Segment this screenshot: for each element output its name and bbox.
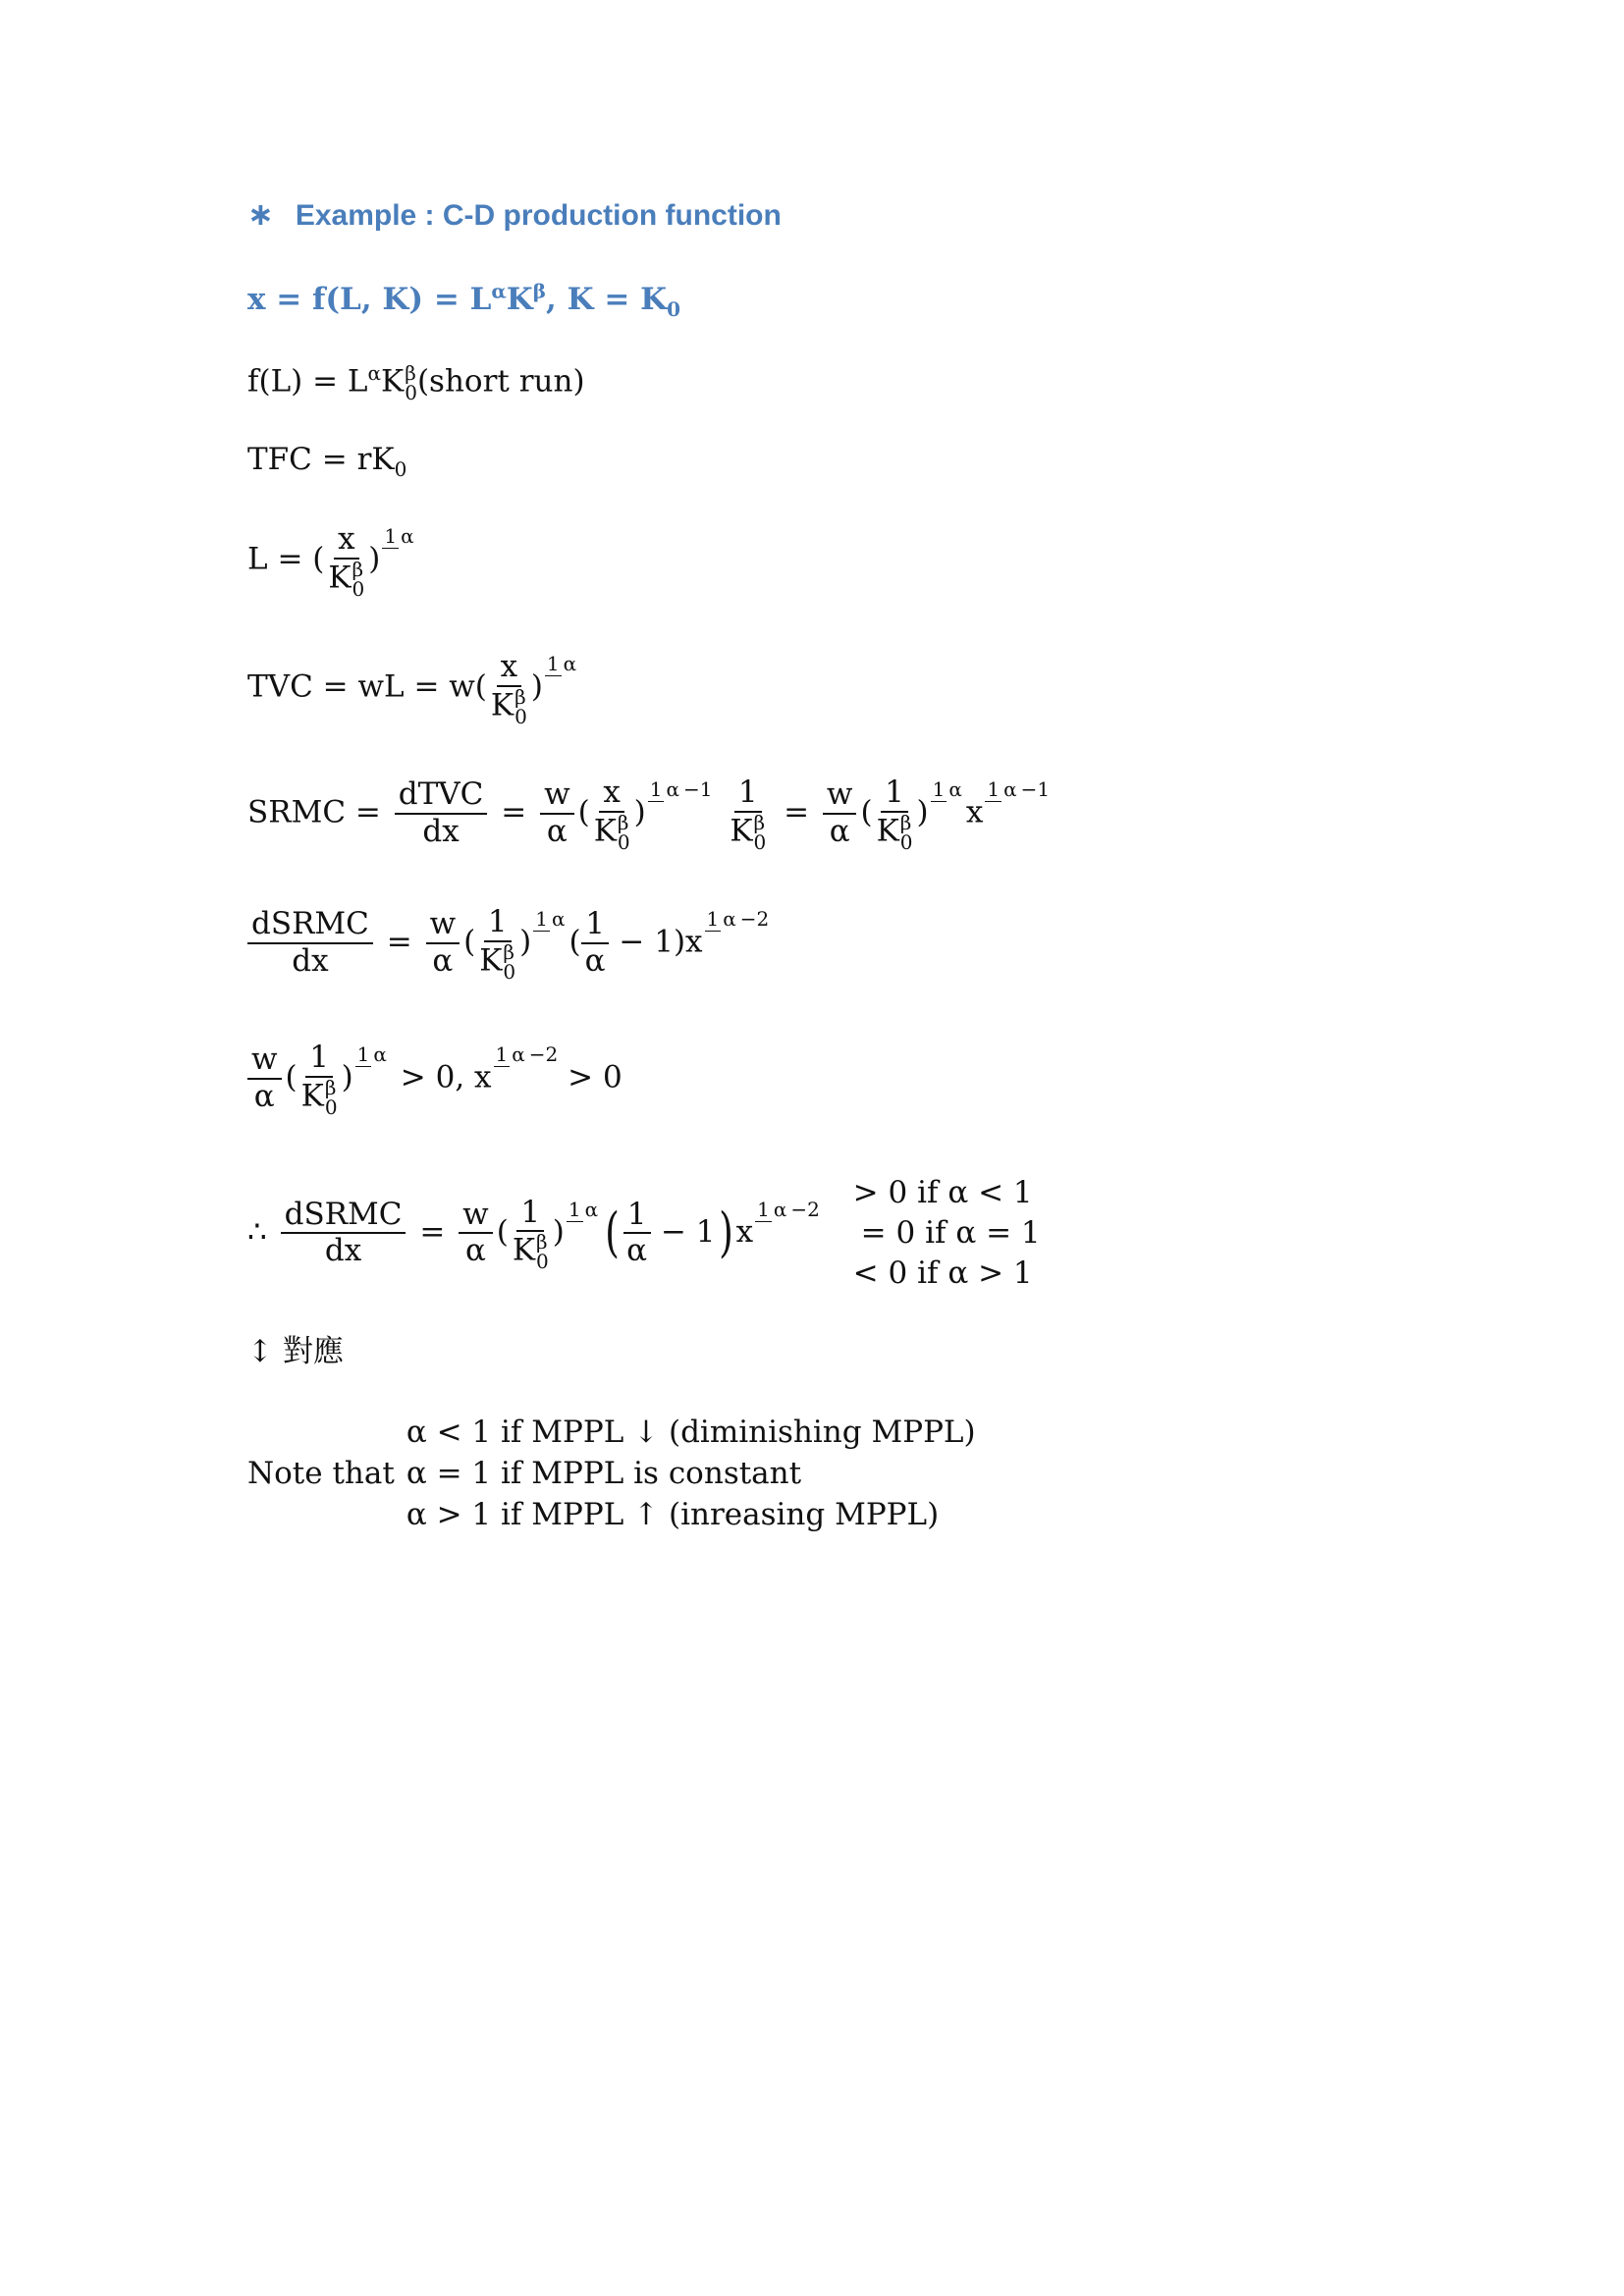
correspondence-note: ↕ 對應 <box>247 1334 344 1369</box>
short-run-function-equation: $f(L) = L^\alpha K$ β 0 (short run) <box>247 361 585 404</box>
labor-equation: L = ( x K β 0 )1 α <box>247 521 414 601</box>
section-heading <box>247 198 782 231</box>
case-positive: > 0 if α < 1 <box>852 1175 1033 1210</box>
case-zero: = 0 if α = 1 <box>860 1214 1041 1251</box>
note-line-3: α > 1 if MPPL ↑ (inreasing MPPL) <box>406 1497 940 1533</box>
note-block <box>247 1412 976 1535</box>
production-function-equation: x = f(L, $K) = L^\alpha K^\beta$, $K = K_0$ <box>247 279 680 322</box>
dsrmc-equation: $\frac{\text{dSRMC}}{dx}$ = $\frac{w}{\alpha}$ ( 1 K β 0 )1 α( $\frac{1}{\alpha}$ − 1)x1 α −2 <box>247 905 769 982</box>
tfc-equation: TFC = $rK_0$ <box>247 442 407 482</box>
positivity-conditions: $\frac{w}{\alpha}$ ( 1 K β 0 )1 α > 0, x1 α −2 > 0 <box>247 1041 623 1117</box>
note-label: Note that <box>247 1455 395 1491</box>
note-line-1: α < 1 if MPPL ↓ (diminishing MPPL) <box>406 1415 976 1450</box>
sign-cases <box>853 1173 1041 1294</box>
case-negative: < 0 if α > 1 <box>852 1255 1033 1291</box>
srmc-equation: SRMC = $\frac{\text{dTVC}}{dx}$ = $\frac{w}{\alpha}$ ( x K β 0 )1 α −1 1 K β 0 = $\frac{w}{\alpha}$ ( 1 K β 0 )1 αx1 α −1 <box>247 774 1051 854</box>
asterisk-icon: ∗ <box>247 196 274 232</box>
conclusion-equation: ∴ $\frac{\text{dSRMC}}{dx}$ = $\frac{w}{\alpha}$ ( 1 K β 0 )1 α ( $\frac{1}{\alpha}$ − 1) x1 α −2 > 0 if α < 1 = 0 if α = 1 < 0 if α > 1 <box>247 1173 1041 1294</box>
tvc-equation: TVC = wL = w( x K β 0 )1 α <box>247 649 577 728</box>
heading-text: Example : C-D production function <box>295 199 782 232</box>
note-line-2: α = 1 if MPPL is constant <box>406 1456 802 1492</box>
